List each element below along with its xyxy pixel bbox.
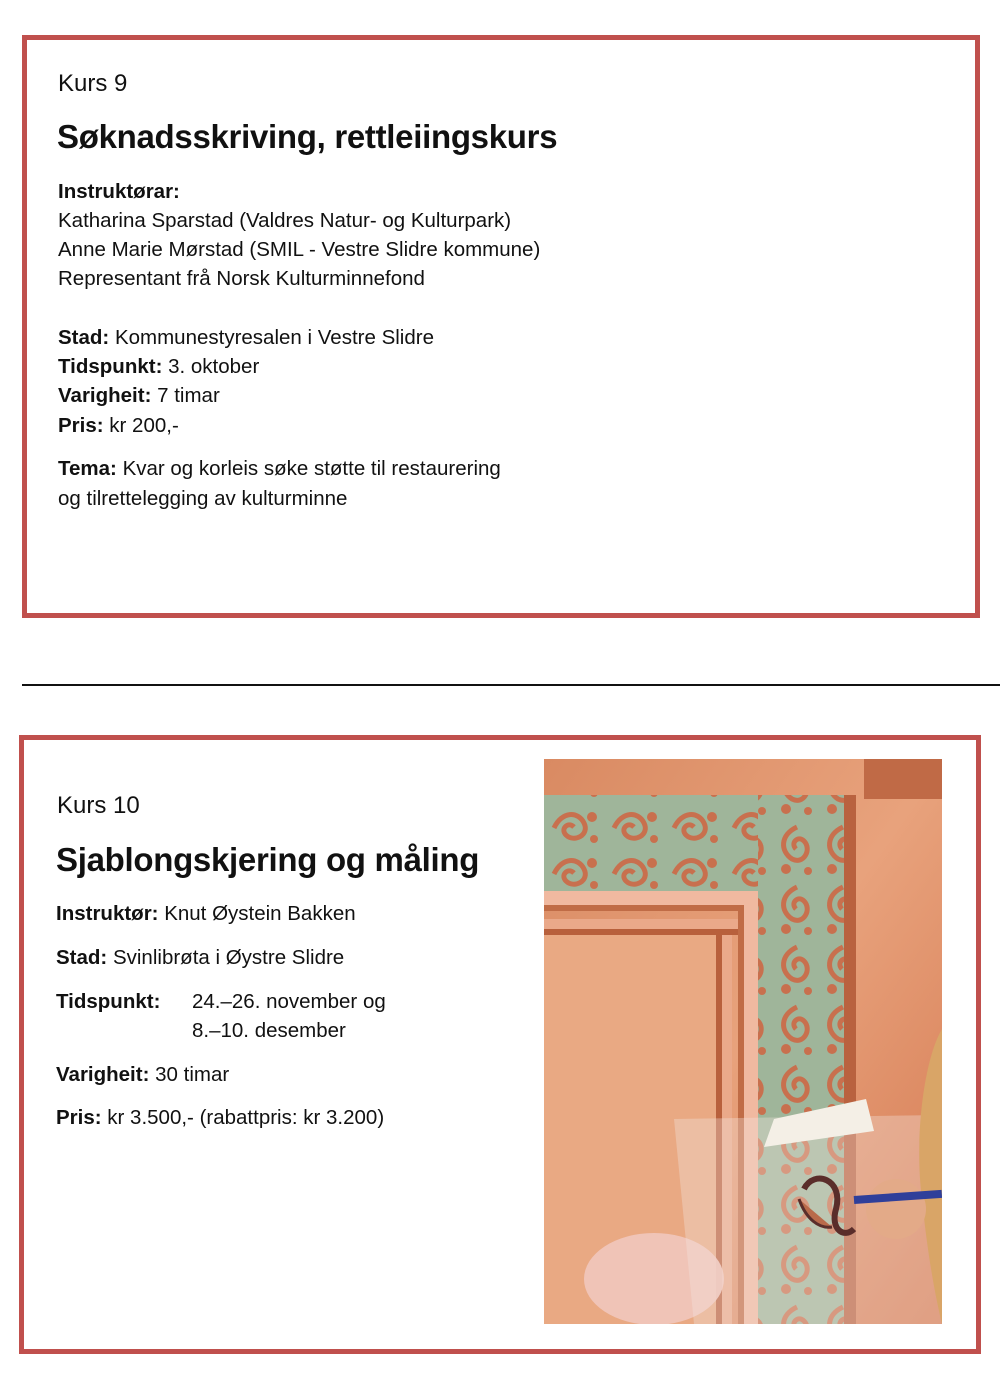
course-9-duration [58, 384, 220, 408]
course-9-number: Kurs 9 [58, 70, 128, 97]
price-label: Pris: [56, 1106, 102, 1129]
course-10-price [56, 1106, 384, 1130]
course-9-title: Søknadsskriving, rettleiingskurs [57, 118, 558, 155]
course-9-instructor-2: Anne Marie Mørstad (SMIL - Vestre Slidre kommune) [58, 238, 541, 261]
course-10-time-label [56, 990, 160, 1014]
duration-label: Varigheit: [56, 1063, 150, 1086]
page-divider [22, 684, 1000, 686]
course-10-place [56, 946, 344, 970]
theme-label: Tema: [58, 457, 117, 480]
course-9-price [58, 414, 179, 438]
duration-label: Varigheit: [58, 384, 152, 407]
price-value: kr 3.500,- (rabattpris: kr 3.200) [107, 1106, 385, 1129]
theme-value-line-1: Kvar og korleis søke støtte til restaurering [122, 457, 501, 480]
course-9-place [58, 326, 434, 350]
course-9-theme [58, 457, 501, 481]
place-value: Kommunestyresalen i Vestre Slidre [114, 326, 434, 349]
duration-value: 7 timar [157, 384, 220, 407]
time-label: Tidspunkt: [56, 990, 161, 1013]
course-9-time [58, 355, 259, 379]
place-label: Stad: [56, 946, 108, 969]
course-10-instructor [56, 902, 356, 926]
course-9-theme-line-2: og tilrettelegging av kulturminne [58, 487, 348, 510]
course-10-time-line-1: 24.–26. november og [192, 990, 386, 1013]
time-label: Tidspunkt: [58, 355, 163, 378]
instructor-value: Knut Øystein Bakken [164, 902, 356, 925]
instructors-label: Instruktørar: [58, 180, 180, 203]
place-value: Svinlibrøta i Øystre Slidre [112, 946, 345, 969]
course-9-instructor-3: Representant frå Norsk Kulturminnefond [58, 267, 425, 290]
place-label: Stad: [58, 326, 110, 349]
time-value: 3. oktober [168, 355, 260, 378]
course-10-number: Kurs 10 [57, 792, 140, 819]
price-label: Pris: [58, 414, 104, 437]
instructor-label: Instruktør: [56, 902, 159, 925]
stencil-painting-photo-icon [544, 759, 942, 1324]
course-10-time-line-2: 8.–10. desember [192, 1019, 346, 1042]
duration-value: 30 timar [155, 1063, 230, 1086]
course-9-instructor-1: Katharina Sparstad (Valdres Natur- og Kulturpark) [58, 209, 512, 232]
course-9-instructors-label [58, 180, 180, 204]
course-10-title: Sjablongskjering og måling [56, 841, 480, 878]
course-10-duration [56, 1063, 229, 1087]
price-value: kr 200,- [109, 414, 179, 437]
